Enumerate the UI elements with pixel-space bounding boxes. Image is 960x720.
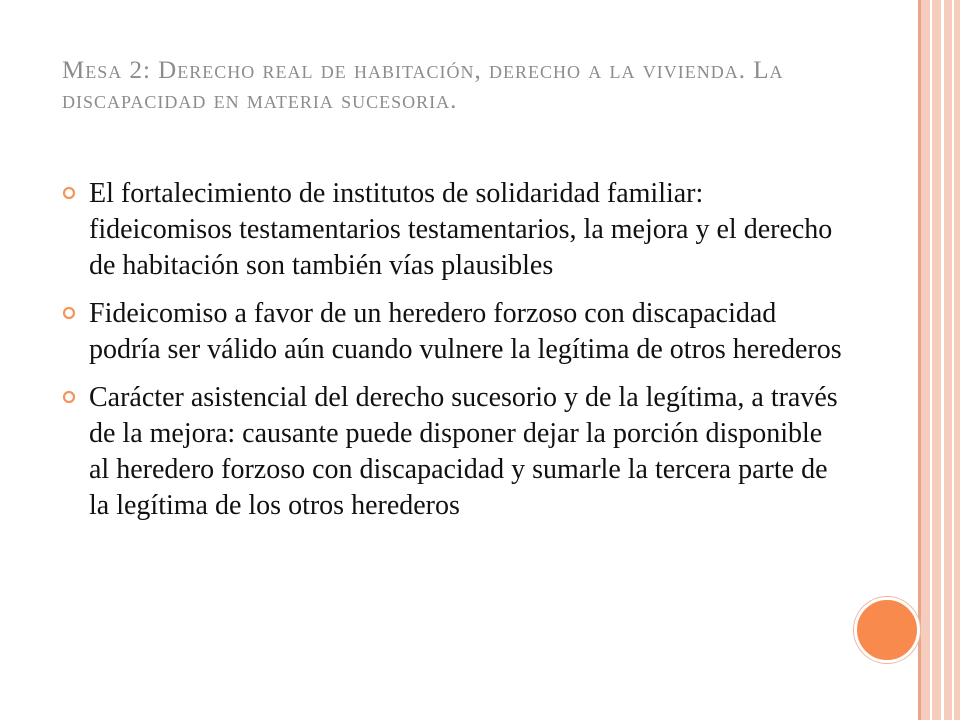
ring-bullet-icon: [62, 390, 76, 404]
bullet-item: [62, 380, 842, 524]
bullet-text: Carácter asistencial del derecho sucesorio y de la legítima, a través de la mejora: causante puede disponer dejar la porción disponible al heredero forzoso con discapacidad y sumarle la tercera parte de la legítima de los otros herederos: [89, 382, 838, 521]
decorative-stripe-line: [918, 0, 921, 720]
decorative-stripe-line: [930, 0, 932, 720]
bullet-text: Fideicomiso a favor de un heredero forzoso con discapacidad podría ser válido aún cuando vulnere la legítima de otros herederos: [89, 298, 842, 365]
bullet-item: [62, 176, 842, 284]
bullet-text: El fortalecimiento de institutos de solidaridad familiar: fideicomisos testamentarios testamentarios, la mejora y el derecho de habitación son también vías plausibles: [89, 178, 833, 281]
decorative-stripe-line: [941, 0, 944, 720]
ring-bullet-icon: [62, 186, 76, 200]
accent-circle: [854, 597, 920, 663]
decorative-stripe-line: [952, 0, 954, 720]
ring-bullet-icon: [62, 306, 76, 320]
slide-title: Mesa 2: Derecho real de habitación, derecho a la vivienda. La discapacidad en materia sucesoria.: [62, 57, 784, 114]
bullet-list: [62, 176, 842, 536]
bullet-item: [62, 296, 842, 368]
